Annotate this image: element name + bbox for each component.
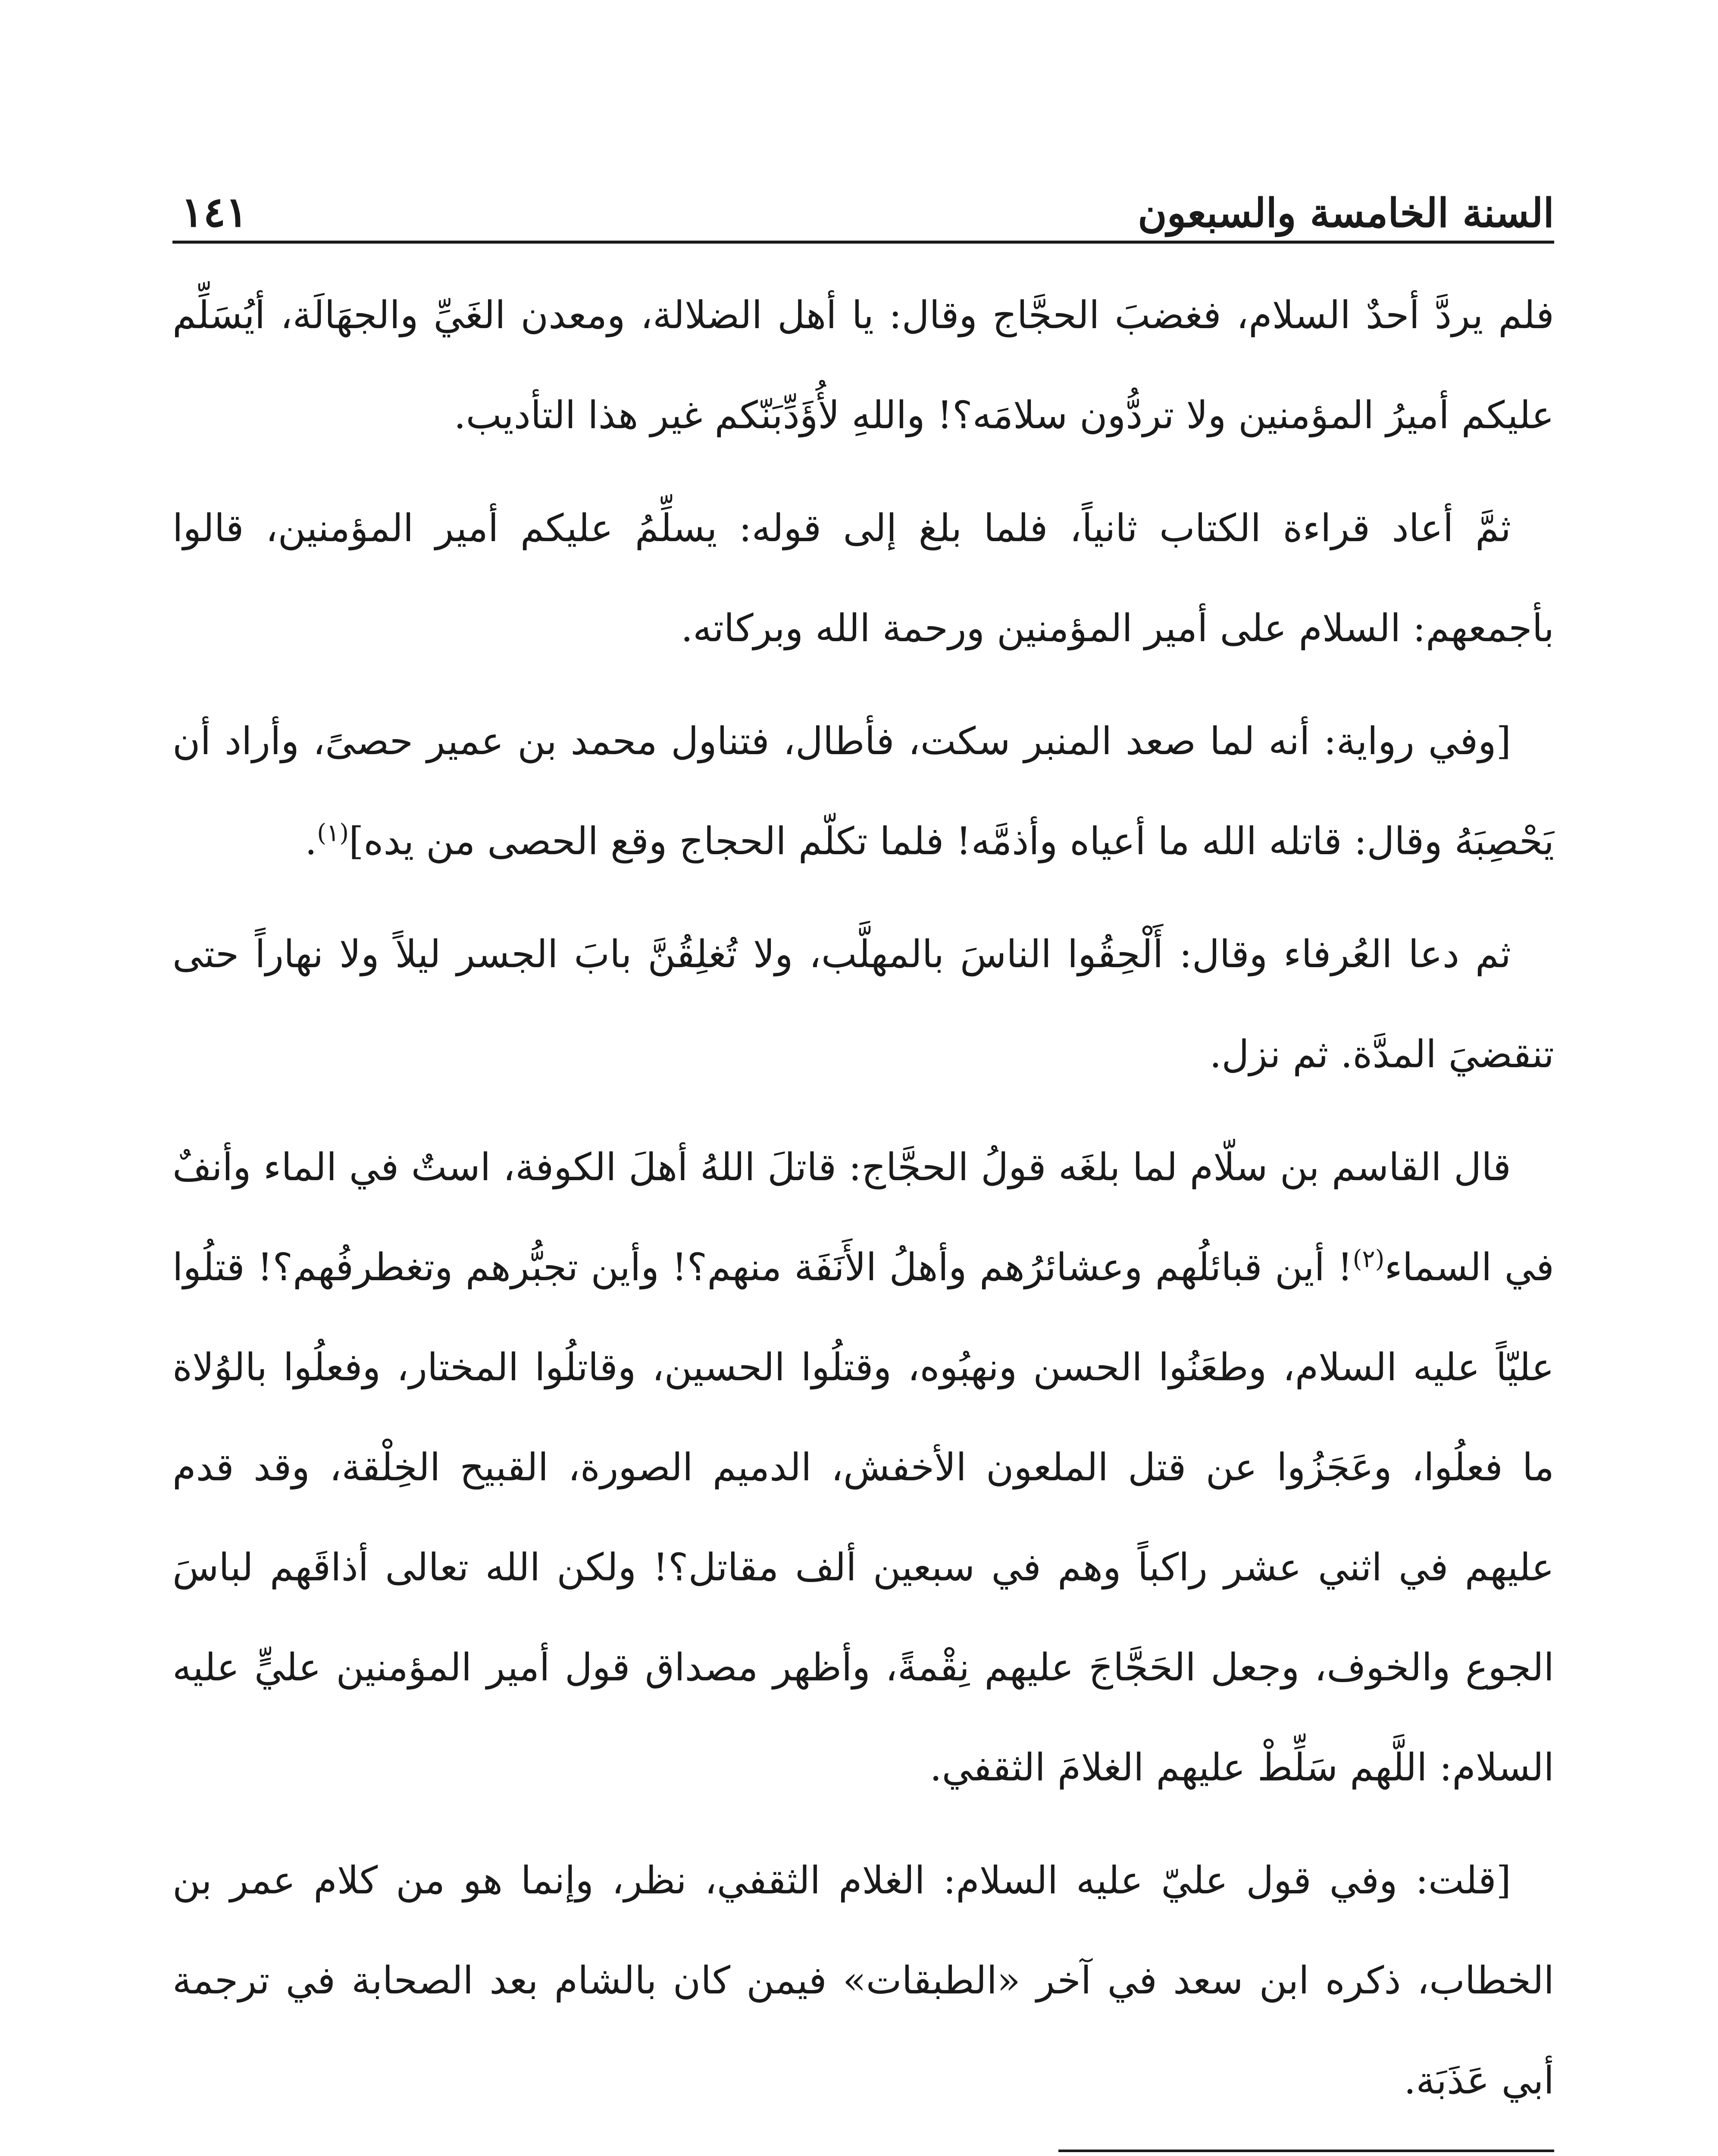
paragraph: ثمَّ أعاد قراءة الكتاب ثانياً، فلما بلغ إلى قوله: يسلِّمُ عليكم أمير المؤمنين، قالوا بأجمعهم: السلام على أمير المؤمنين ورحمة الله وبركاته.	[172, 506, 1554, 650]
paragraph: فلم يردَّ أحدٌ السلام، فغضبَ الحجَّاج وقال: يا أهل الضلالة، ومعدن الغَيِّ والجهَالَة، أيُسَلِّم عليكم أميرُ المؤمنين ولا تردُّون سلامَه؟! واللهِ لأُؤَدِّبَنّكم غير هذا التأديب.	[172, 293, 1554, 437]
paragraph-text: ! أين قبائلُهم وعشائرُهم وأهلُ الأَنَفَة منهم؟! وأين تجبُّرهم وتغطرفُهم؟! قتلُوا عليّاً عليه السلام، وطعَنُوا الحسن ونهبُوه، وقتلُوا الحسين، وقاتلُوا المختار، وفعلُوا بالوُلاة ما فعلُوا، وعَجَزُوا عن قتل الملعون الأخفش، الدميم الصورة، القبيح الخِلْقة، وقد قدم عليهم في اثني عشر راكباً وهم في سبعين ألف مقاتل؟! ولكن الله تعالى أذاقَهم لباسَ الجوع والخوف، وجعل الحَجَّاجَ عليهم نِقْمةً، وأظهر مصداق قول أمير المؤمنين عليٍّ عليه السلام: اللَّهم سَلِّطْ عليهم الغلامَ الثقفي.	[172, 1245, 1554, 1789]
paragraph: ثم دعا العُرفاء وقال: أَلْحِقُوا الناسَ بالمهلَّب، ولا تُغلِقُنَّ بابَ الجسر ليلاً ولا نهاراً حتى تنقضيَ المدَّة. ثم نزل.	[172, 932, 1554, 1076]
paragraph-text: قال القاسم بن سلّام لما بلغَه قولُ الحجَّاج: قاتلَ اللهُ أهلَ الكوفة، استٌ في الماء وأنفٌ في السماء	[172, 1145, 1555, 1289]
running-title: السنة الخامسة والسبعون	[1138, 190, 1554, 236]
paragraph	[172, 1117, 1554, 1818]
footnote-reference: (١)	[317, 819, 349, 847]
paragraph	[172, 691, 1554, 891]
footnote-separator	[1058, 2150, 1554, 2152]
paragraph-tail: .	[305, 819, 317, 863]
paragraph: [قلت: وفي قول عليّ عليه السلام: الغلام الثقفي، نظر، وإنما هو من كلام عمر بن الخطاب، ذكره ابن سعد في آخر «الطبقات» فيمن كان بالشام بعد الصحابة في ترجمة أبي عَذَبَة.	[172, 1858, 1555, 2103]
paragraph-text: [وفي رواية: أنه لما صعد المنبر سكت، فأطال، فتناول محمد بن عمير حصىً، وأراد أن يَحْصِبَهُ وقال: قاتله الله ما أعياه وأذمَّه! فلما تكلّم الحجاج وقع الحصى من يده]	[172, 719, 1554, 863]
main-text	[172, 265, 1555, 2103]
page-number: ١٤١	[181, 188, 248, 236]
footnote-reference: (٢)	[1352, 1245, 1385, 1273]
running-header	[172, 142, 1554, 244]
